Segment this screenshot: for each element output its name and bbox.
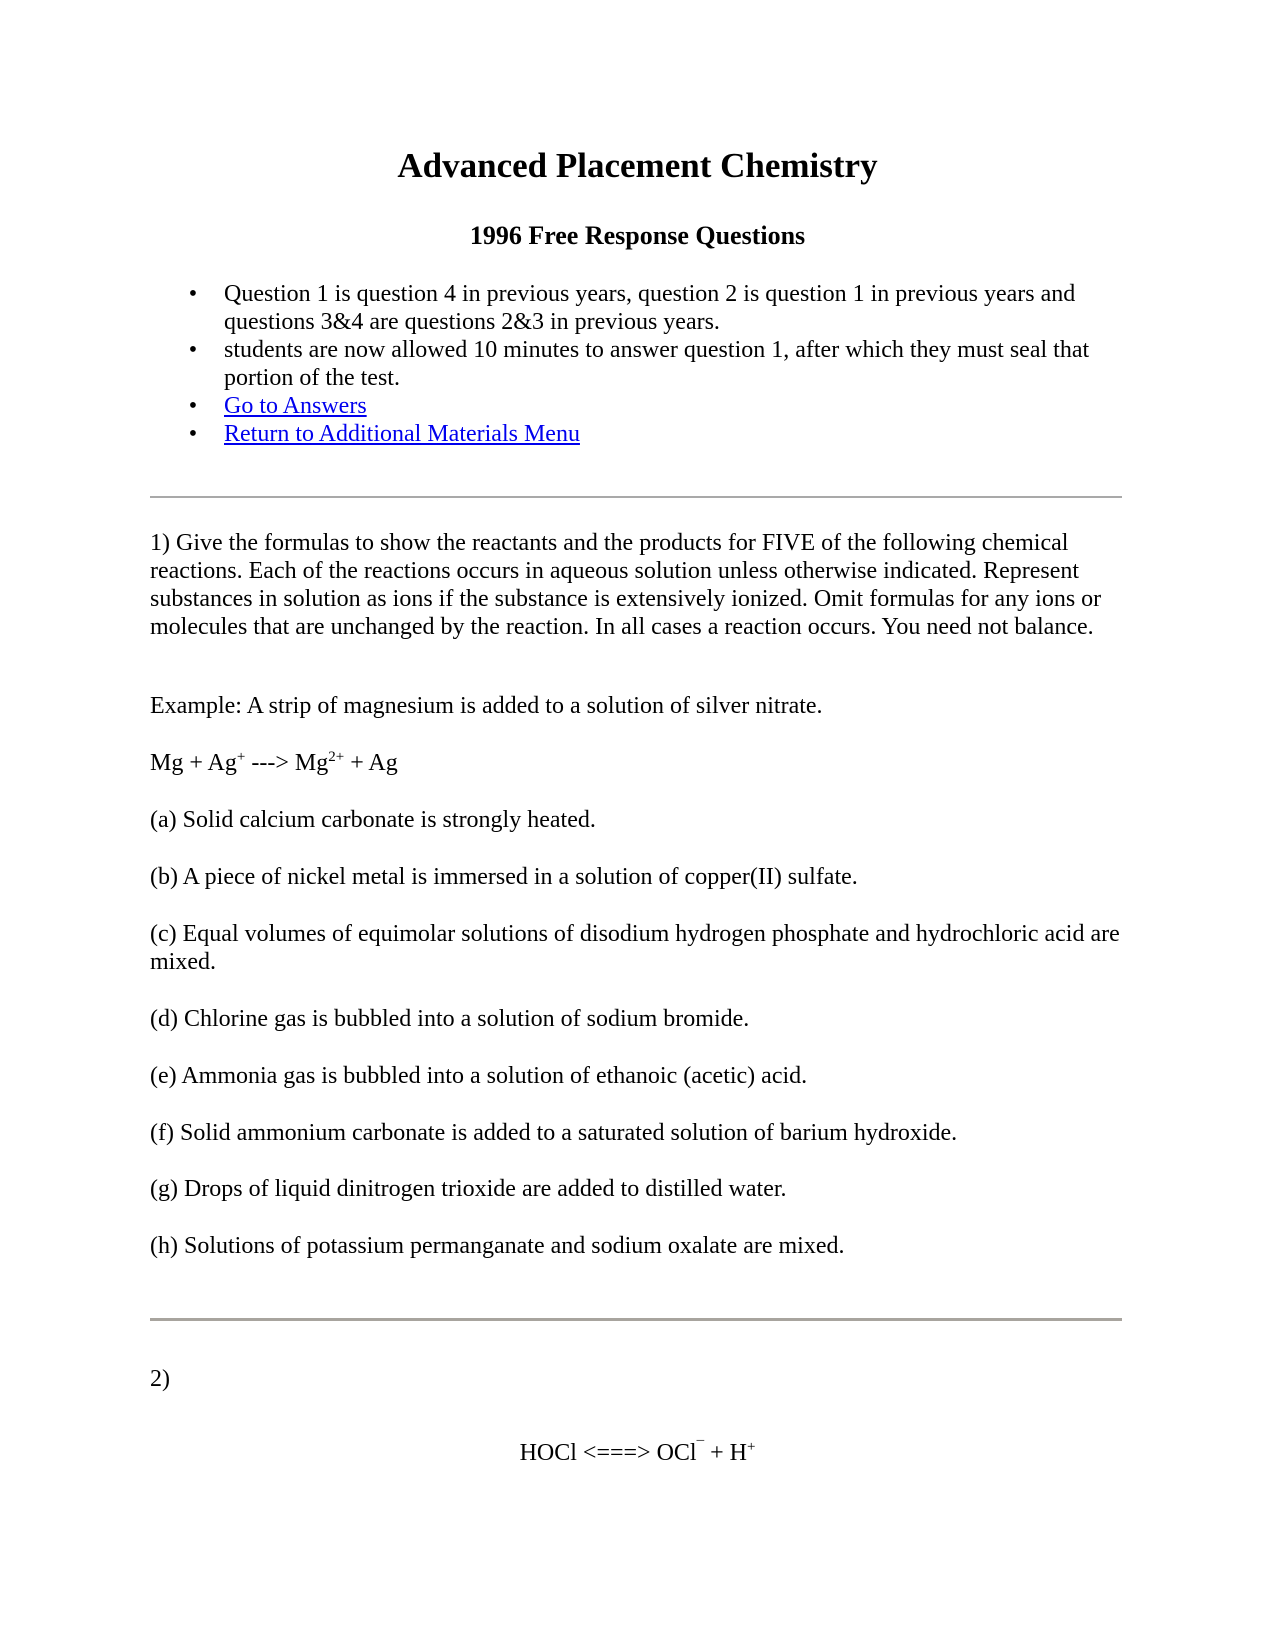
divider [150, 496, 1122, 498]
list-item [188, 392, 1124, 420]
equation-superscript: 2+ [328, 749, 345, 765]
question-1-intro: 1) Give the formulas to show the reactants and the products for FIVE of the following chemical reactions. Each of the reactions occurs in aqueous solution unless otherwise indicated. Represent substances in solution as ions if the substance is extensively ionized. Omit formulas for any ions or molecules that are unchanged by the reaction. In all cases a reaction occurs. You need not balance. [150, 530, 1102, 640]
example-text: Example: A strip of magnesium is added to a solution of silver nitrate. [150, 693, 823, 719]
question-1-item-c: (c) Equal volumes of equimolar solutions of disodium hydrogen phosphate and hydrochloric acid are mixed. [150, 921, 1120, 975]
notes-list [188, 280, 1124, 448]
equation-superscript: ¯ [696, 1439, 705, 1455]
bullet-icon: • [188, 337, 198, 363]
equation-part: HOCl <===> OCl [519, 1440, 697, 1466]
question-2-equation [0, 1439, 1275, 1467]
list-item [188, 336, 1124, 392]
bullet-icon: • [188, 421, 198, 447]
equation-part: + Ag [344, 750, 398, 776]
equation-part: Mg + Ag [150, 750, 237, 776]
note-text: Question 1 is question 4 in previous years, question 2 is question 1 in previous years and questions 3&4 are questions 2&3 in previous years. [224, 281, 1076, 335]
list-item [188, 280, 1124, 336]
equation-part: ---> Mg [245, 750, 329, 776]
page-title: Advanced Placement Chemistry [397, 146, 878, 185]
bullet-icon: • [188, 281, 198, 307]
question-2-label: 2) [150, 1366, 170, 1392]
equation-superscript: + [746, 1439, 756, 1455]
question-1-item-g: (g) Drops of liquid dinitrogen trioxide are added to distilled water. [150, 1176, 787, 1202]
note-text: students are now allowed 10 minutes to answer question 1, after which they must seal that portion of the test. [224, 337, 1090, 391]
equation-part: + H [704, 1440, 747, 1466]
go-to-answers-link[interactable]: Go to Answers [224, 393, 367, 419]
question-1-item-h: (h) Solutions of potassium permanganate and sodium oxalate are mixed. [150, 1233, 845, 1259]
page-subtitle: 1996 Free Response Questions [469, 221, 806, 250]
divider [150, 1318, 1122, 1321]
list-item [188, 420, 1124, 448]
equation-superscript: + [236, 749, 246, 765]
question-1-item-d: (d) Chlorine gas is bubbled into a solution of sodium bromide. [150, 1006, 750, 1032]
question-1-item-e: (e) Ammonia gas is bubbled into a solution of ethanoic (acetic) acid. [150, 1063, 808, 1089]
bullet-icon: • [188, 393, 198, 419]
question-1-item-f: (f) Solid ammonium carbonate is added to a saturated solution of barium hydroxide. [150, 1120, 958, 1146]
example-equation [150, 749, 1130, 777]
question-1-item-a: (a) Solid calcium carbonate is strongly heated. [150, 807, 596, 833]
return-to-menu-link[interactable]: Return to Additional Materials Menu [224, 421, 580, 447]
question-1-item-b: (b) A piece of nickel metal is immersed in a solution of copper(II) sulfate. [150, 864, 858, 890]
